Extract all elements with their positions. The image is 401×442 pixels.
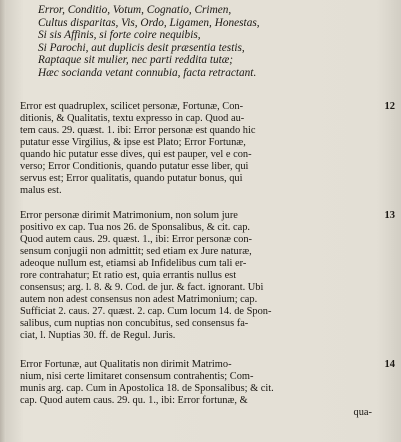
- text-line: malus est.: [20, 185, 62, 197]
- text-line: rore contrahatur; Et ratio est, quia errantis nullus est: [20, 270, 237, 282]
- verse-line: Raptaque sit mulier, nec parti reddita tutæ;: [38, 54, 234, 67]
- verse-line: Cultus disparitas, Vis, Ordo, Ligamen, Honestas,: [38, 16, 260, 29]
- text-line: Error personæ dirimit Matrimonium, non solum jure: [20, 210, 238, 221]
- text-line: Quod autem caus. 29. quæst. 1., ibi: Error personæ con-: [20, 234, 253, 246]
- text-line: Error Fortunæ, aut Qualitatis non dirimit Matrimo-: [20, 359, 232, 370]
- margin-number: 12: [384, 101, 395, 112]
- text-line: ditionis, & Qualitatis, textu expresso in cap. Quod au-: [20, 113, 245, 125]
- verse-line: Si sis Affinis, si forte coire nequibis,: [38, 29, 201, 42]
- text-line: Error est quadruplex, scilicet personæ, Fortunæ, Con-: [20, 101, 244, 112]
- margin-number: 14: [384, 359, 395, 370]
- text-line: cap. Quod autem caus. 29. qu. 1., ibi: Error fortunæ, &: [20, 395, 248, 407]
- impediments-verse: [38, 4, 388, 80]
- text-line: ciat, l. Nuptias 30. ff. de Regul. Juris.: [20, 330, 176, 342]
- text-line: positivo ex cap. Tua nos 26. de Sponsalibus, & cit. cap.: [20, 222, 251, 234]
- text-line: salibus, cum nuptias non concubitus, sed consensus fa-: [20, 318, 249, 330]
- text-line: verso; Error Conditionis, quando putatur esse liber, qui: [20, 161, 249, 173]
- text-line: putatur esse Virgilius, & ipse est Plato; Error Fortunæ,: [20, 137, 246, 149]
- text-line: munis arg. cap. Cum in Apostolica 18. de Sponsalibus; & cit.: [20, 383, 274, 395]
- catchword: qua-: [353, 407, 372, 419]
- text-line: tem caus. 29. quæst. 1. ibi: Error personæ est quando hic: [20, 125, 256, 137]
- paragraph-14: [20, 359, 372, 419]
- verse-line: Si Parochi, aut duplicis desit præsentia testis,: [38, 41, 245, 54]
- paragraph-13: [20, 210, 372, 343]
- text-line: servus est; Error qualitatis, quando putatur bonus, qui: [20, 173, 243, 185]
- text-line: quando hic putatur esse dives, qui est pauper, vel e con-: [20, 149, 252, 161]
- text-line: consensus; arg. l. 8. & 9. Cod. de jur. & fact. ignorant. Ubi: [20, 282, 264, 294]
- text-line: autem non adest consensus non adest Matrimonium; cap.: [20, 294, 258, 306]
- page-gutter-shadow: [0, 0, 6, 442]
- text-line: adeoque nullum est, etiamsi ab Infidelibus cum tali er-: [20, 258, 247, 270]
- text-line: nium, nisi certe limitaret consensum contrahentis; Com-: [20, 371, 254, 383]
- margin-number: 13: [384, 210, 395, 221]
- text-line: Sufficiat 2. caus. 27. quæst. 2. cap. Cum locum 14. de Spon-: [20, 306, 272, 318]
- verse-line: Hæc socianda vetant connubia, facta retractant.: [38, 66, 257, 79]
- verse-line: Error, Conditio, Votum, Cognatio, Crimen,: [38, 4, 232, 16]
- text-line: sensum conjugii non admittit; sed etiam ex Jure naturæ,: [20, 246, 252, 258]
- paragraph-12: [20, 101, 372, 197]
